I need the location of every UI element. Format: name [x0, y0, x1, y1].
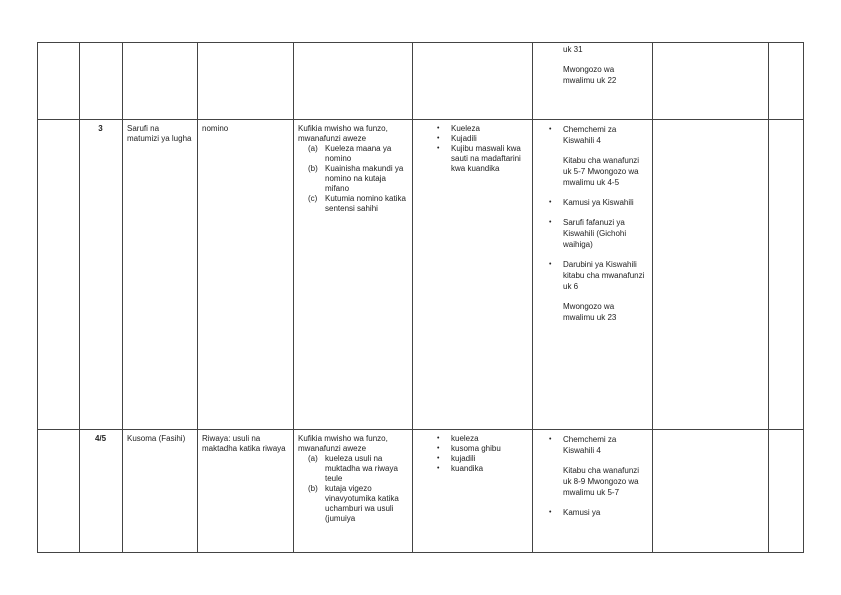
bullet-icon: • [549, 436, 552, 443]
objectives-cell [294, 430, 413, 553]
assessment-cell [653, 120, 769, 430]
objectives-intro: Kufikia mwisho wa funzo, mwanafunzi aweze [298, 124, 388, 143]
objectives-intro: Kufikia mwisho wa funzo, mwanafunzi aweze [298, 434, 388, 453]
resource-text: Chemchemi za Kiswahili 4 [563, 435, 617, 455]
objectives-cell [294, 43, 413, 120]
indent-spacer [549, 301, 563, 323]
subtopic-cell [198, 43, 294, 120]
resource-item [549, 64, 647, 86]
resource-text: Kitabu cha wanafunzi uk 8-9 Mwongozo wa mwalimu uk 5-7 [563, 466, 640, 497]
week-cell [38, 43, 80, 120]
assessment-cell [653, 430, 769, 553]
objective-marker: (a) [308, 144, 318, 153]
objective-item [308, 454, 407, 484]
objective-text: Kutumia nomino katika sentensi sahihi [325, 194, 406, 213]
objective-item [308, 484, 407, 524]
resource-text: Mwongozo wa mwalimu uk 23 [563, 302, 617, 322]
topic-cell [123, 120, 198, 430]
objective-text: kueleza usuli na muktadha wa riwaya teule [325, 454, 398, 483]
resource-item [549, 301, 647, 323]
resource-text: Sarufi fafanuzi ya Kiswahili (Gichohi waihiga) [563, 218, 627, 249]
topic-cell [123, 43, 198, 120]
bullet-icon: • [549, 126, 552, 133]
topic-text: Sarufi na matumizi ya lugha [127, 124, 192, 143]
resource-item [549, 155, 647, 188]
lesson-cell [80, 430, 123, 553]
bullet-icon: • [549, 509, 552, 516]
activities-cell [413, 43, 533, 120]
assessment-cell [653, 43, 769, 120]
remarks-cell [769, 120, 804, 430]
resource-text: Mwongozo wa mwalimu uk 22 [563, 65, 617, 85]
indent-spacer [549, 44, 563, 55]
scheme-of-work-table [37, 42, 804, 553]
topic-cell [123, 430, 198, 553]
objective-text: Kuainisha makundi ya nomino na kutaja mifano [325, 164, 404, 193]
bullet-icon: • [549, 199, 552, 206]
activity-item [437, 434, 527, 444]
lesson-cell [80, 43, 123, 120]
activities-cell [413, 120, 533, 430]
lesson-number: 3 [98, 124, 103, 133]
bullet-icon: • [549, 261, 552, 268]
activities-cell [413, 430, 533, 553]
indent-spacer [549, 465, 563, 498]
bullet-icon: • [437, 465, 440, 472]
resources-cell [533, 43, 653, 120]
resource-item [549, 465, 647, 498]
table-row [38, 120, 804, 430]
activity-text: kujadili [451, 454, 476, 463]
objective-marker: (b) [308, 484, 318, 493]
resource-item [549, 434, 647, 456]
subtopic-text: Riwaya: usuli na maktadha katika riwaya [202, 434, 286, 453]
objective-marker: (a) [308, 454, 318, 463]
resource-text: Kitabu cha wanafunzi uk 5-7 Mwongozo wa mwalimu uk 4-5 [563, 156, 640, 187]
indent-spacer [549, 64, 563, 86]
resource-text: Darubini ya Kiswahili kitabu cha mwanafunzi uk 6 [563, 260, 645, 291]
objective-text: Kueleza maana ya nomino [325, 144, 392, 163]
resource-text: Kamusi ya Kiswahili [563, 198, 634, 207]
topic-text: Kusoma (Fasihi) [127, 434, 186, 443]
objectives-cell [294, 120, 413, 430]
objective-text: kutaja vigezo vinavyotumika katika uchamburi wa usuli (jumuiya [325, 484, 399, 523]
table-row [38, 430, 804, 553]
bullet-icon: • [437, 435, 440, 442]
objective-marker: (b) [308, 164, 318, 173]
activity-text: Kueleza [451, 124, 480, 133]
bullet-icon: • [437, 145, 440, 152]
objective-item [308, 144, 407, 164]
remarks-cell [769, 430, 804, 553]
bullet-icon: • [549, 219, 552, 226]
activity-text: kueleza [451, 434, 479, 443]
activity-item [437, 454, 527, 464]
lesson-cell [80, 120, 123, 430]
activity-text: Kujadili [451, 134, 477, 143]
bullet-icon: • [437, 125, 440, 132]
bullet-icon: • [437, 135, 440, 142]
resource-item [549, 507, 647, 518]
resource-item [549, 44, 647, 55]
activity-item [437, 144, 527, 174]
subtopic-cell [198, 120, 294, 430]
activity-item [437, 464, 527, 474]
bullet-icon: • [437, 445, 440, 452]
activity-item [437, 124, 527, 134]
subtopic-cell [198, 430, 294, 553]
resource-text: Kamusi ya [563, 508, 601, 517]
activity-text: kusoma ghibu [451, 444, 501, 453]
activity-text: Kujibu maswali kwa sauti na madaftarini kwa kuandika [451, 144, 521, 173]
objective-item [308, 194, 407, 214]
bullet-icon: • [437, 455, 440, 462]
activity-item [437, 134, 527, 144]
table-row [38, 43, 804, 120]
resource-item [549, 124, 647, 146]
week-cell [38, 430, 80, 553]
resources-cell [533, 120, 653, 430]
resource-text: Chemchemi za Kiswahili 4 [563, 125, 617, 145]
activity-text: kuandika [451, 464, 484, 473]
resource-item [549, 197, 647, 208]
subtopic-text: nomino [202, 124, 229, 133]
week-cell [38, 120, 80, 430]
lesson-number: 4/5 [94, 434, 107, 443]
resource-item [549, 259, 647, 292]
resources-cell [533, 430, 653, 553]
resource-text: uk 31 [563, 45, 583, 54]
objective-item [308, 164, 407, 194]
activity-item [437, 444, 527, 454]
resource-item [549, 217, 647, 250]
objective-marker: (c) [308, 194, 318, 203]
indent-spacer [549, 155, 563, 188]
remarks-cell [769, 43, 804, 120]
